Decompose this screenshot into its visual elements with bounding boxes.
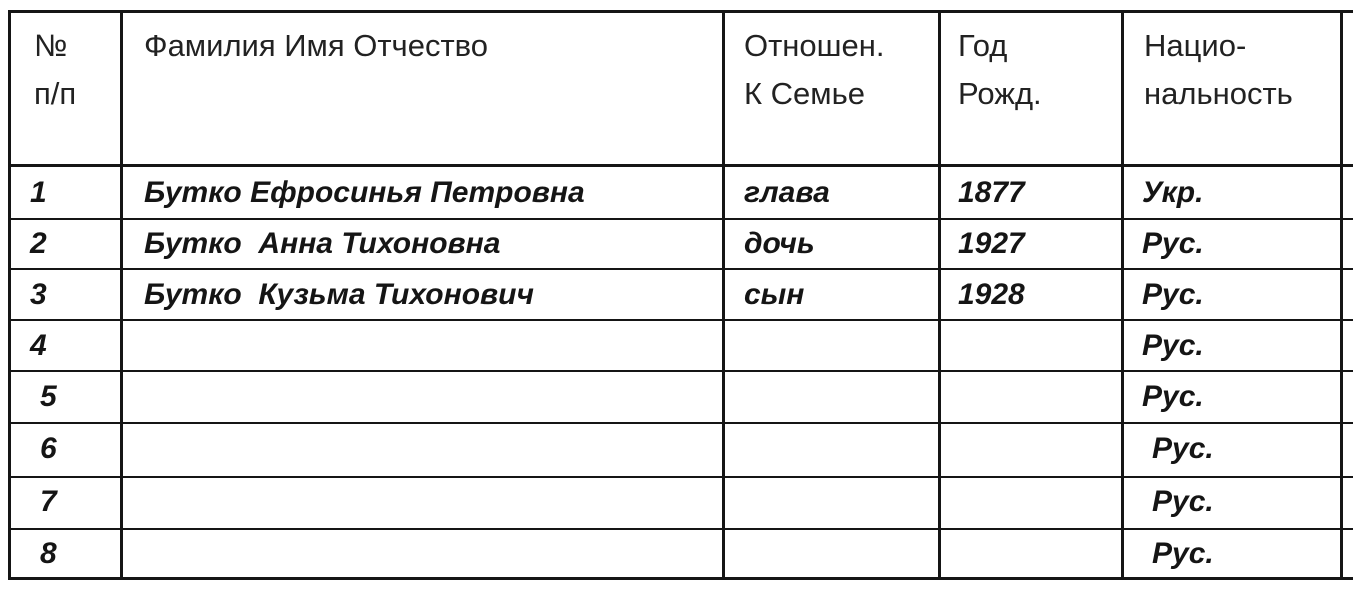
column-divider	[1121, 10, 1124, 580]
column-divider	[8, 10, 11, 580]
row-relation: глава	[744, 176, 830, 209]
header-name-text: Фамилия Имя Отчество	[144, 28, 488, 63]
row-number: 2	[30, 227, 47, 260]
header-number	[34, 22, 76, 118]
row-year: 1877	[958, 176, 1025, 209]
header-nationality-line2: нальность	[1144, 76, 1293, 111]
table-border-top	[8, 10, 1353, 13]
row-number: 7	[40, 485, 57, 518]
header-number-line2: п/п	[34, 76, 77, 111]
row-nationality: Рус.	[1142, 329, 1204, 362]
row-relation: дочь	[744, 227, 815, 260]
header-nationality-line1: Нацио-	[1144, 28, 1247, 63]
header-number-line1: №	[34, 28, 68, 63]
row-number: 8	[40, 537, 57, 570]
row-nationality: Рус.	[1142, 380, 1204, 413]
header-relation-line2: К Семье	[744, 76, 866, 111]
header-nationality	[1144, 22, 1293, 118]
header-name	[144, 22, 488, 70]
row-name: Бутко Кузьма Тихонович	[144, 278, 534, 311]
row-nationality: Рус.	[1142, 278, 1204, 311]
header-year-line1: Год	[958, 28, 1008, 63]
row-name: Бутко Ефросинья Петровна	[144, 176, 585, 209]
row-nationality: Рус.	[1152, 485, 1214, 518]
row-nationality: Укр.	[1142, 176, 1204, 209]
header-year-line2: Рожд.	[958, 76, 1042, 111]
header-year	[958, 22, 1042, 118]
row-relation: сын	[744, 278, 805, 311]
row-number: 6	[40, 432, 57, 465]
row-number: 1	[30, 176, 47, 209]
row-name: Бутко Анна Тихоновна	[144, 227, 501, 260]
column-divider	[120, 10, 123, 580]
header-relation	[744, 22, 885, 118]
row-year: 1927	[958, 227, 1025, 260]
row-number: 5	[40, 380, 57, 413]
row-number: 3	[30, 278, 47, 311]
header-relation-line1: Отношен.	[744, 28, 885, 63]
row-nationality: Рус.	[1152, 537, 1214, 570]
row-number: 4	[30, 329, 47, 362]
column-divider	[1340, 10, 1343, 580]
column-divider	[938, 10, 941, 580]
row-year: 1928	[958, 278, 1025, 311]
header-divider	[8, 164, 1353, 167]
row-nationality: Рус.	[1142, 227, 1204, 260]
row-nationality: Рус.	[1152, 432, 1214, 465]
column-divider	[722, 10, 725, 580]
